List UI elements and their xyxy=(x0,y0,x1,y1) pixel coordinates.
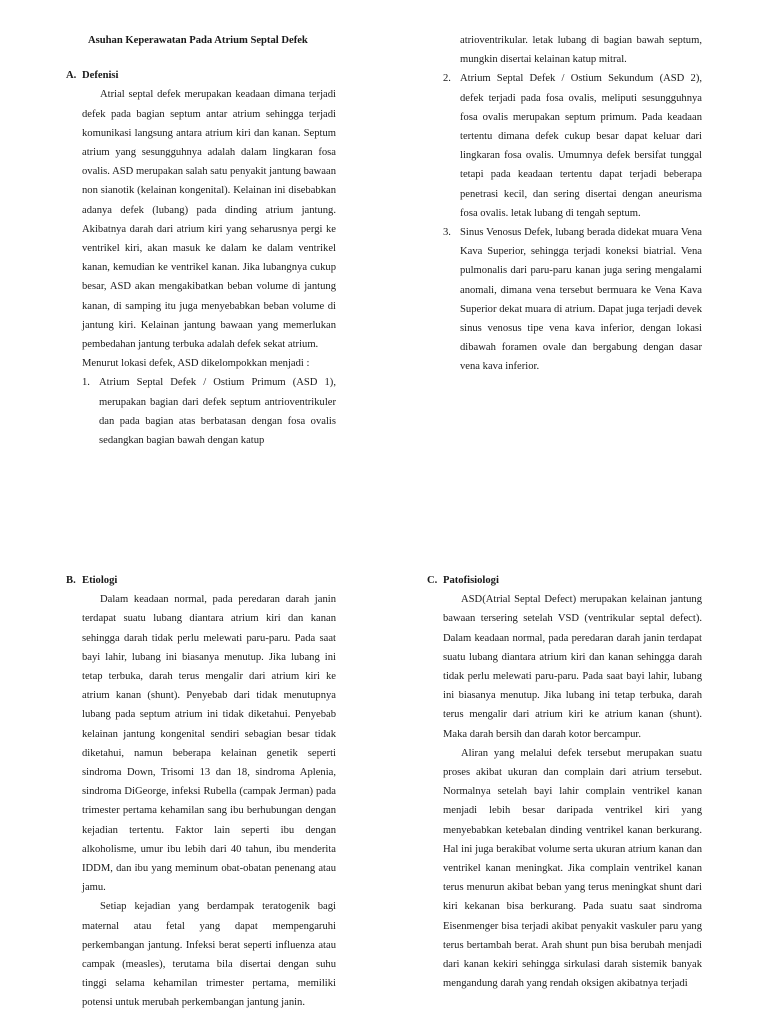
list-item-number: 2. xyxy=(443,73,451,85)
list-item xyxy=(443,223,702,377)
list-item-text: Sinus Venosus Defek, lubang berada didekat muara Vena Kava Superior, sehingga terjadi koneksi biatrial. Vena pulmonalis dari paru-paru kanan juga sering mengalami anomali, dimana vena tersebut bermuara ke Vena Kava Superior dekat muara di atrium. Dapat juga terjadi devek sinus venosus tipe vena kava inferior, dengan lokasi dibawah foramen ovale dan bergabung dengan dasar vena kava inferior. xyxy=(460,227,702,373)
section-a-paragraph: Atrial septal defek merupakan keadaan dimana terjadi defek pada bagian septum antar atrium sehingga terjadi komunikasi langsung antara atrium kiri dan kanan. Septum atrium yang sesungguhnya adalah dalam lingkaran fosa ovalis. ASD merupakan salah satu penyakit jantung bawaan non sianotik (kelainan kongenital). Kelainan ini disebabkan adanya defek (lubang) pada dinding atrium jantung. Akibatnya darah dari atrium kiri yang seharusnya pergi ke ventrikel kiri, akan masuk ke dalam ke dalam ventrikel kanan, kemudian ke ventrikel kanan. Jika lubangnya cukup besar, ASD akan mengakibatkan beban volume di jantung kanan, di samping itu juga menyebabkan beban volume di jantung kiri. Kelainan jantung bawaan yang memerlukan pembedahan jantung terbuka adalah defek sekat atrium. xyxy=(82,89,336,351)
list-item-number: 1. xyxy=(82,377,90,389)
list-item-number: 3. xyxy=(443,227,451,239)
top-right-column xyxy=(443,31,702,377)
list-item-text: Atrium Septal Defek / Ostium Sekundum (ASD 2), defek terjadi pada fosa ovalis, meliputi sesungguhnya fosa ovalis merupakan septum primum. Pada keadaan tertentu dimana defek cukup besar dapat keluar dari lingkaran fosa ovalis. Umumnya defek bersifat tunggal tetapi pada keadaan tertentu dapat terjadi beberapa penetrasi kecil, dan sering disertai dengan aneurisma fosa ovalis. letak lubang di tengah septum. xyxy=(460,73,702,219)
bottom-right-column xyxy=(427,571,702,993)
section-b-title: Etiologi xyxy=(82,575,118,586)
section-c-paragraph-1: ASD(Atrial Septal Defect) merupakan kelainan jantung bawaan tersering setelah VSD (ventrikular septal defect). Dalam keadaan normal, pada peredaran darah janin terdapat suatu lubang diantara atrium kiri dan kanan sehingga darah tidak perlu melewati paru-paru. Pada saat bayi lahir, lubang ini biasanya menutup. Jika lubang ini tetap terbuka, darah terus mengalir dari atrium kiri ke atrium kanan (shunt). Maka darah bersih dan darah kotor bercampur. xyxy=(443,594,702,740)
section-c-paragraph-2: Aliran yang melalui defek tersebut merupakan suatu proses akibat ukuran dan complain dari atrium tersebut. Normalnya setelah bayi lahir complain ventrikel kanan menjadi lebih besar daripada ventrikel kiri yang menyebabkan ketebalan dinding ventrikel kanan berkurang. Hal ini juga berakibat volume serta ukuran atrium kanan dan ventrikel kanan meningkat. Jika complain ventrikel kanan terus menurun akibat beban yang terus meningkat shunt dari kiri kekanan bisa berkurang. Pada suatu saat sindroma Eisenmenger bisa terjadi akibat penyakit vaskuler paru yang terus bertambah berat. Arah shunt pun bisa berubah menjadi dari kanan kekiri sehingga sirkulasi darah sistemik banyak mengandung darah yang rendah oksigen akibatnya terjadi xyxy=(443,747,702,990)
defect-type-list-part1 xyxy=(82,373,336,450)
top-left-column xyxy=(66,31,336,450)
list-item xyxy=(443,69,702,223)
section-c-title: Patofisiologi xyxy=(443,575,499,586)
section-b-paragraph-1: Dalam keadaan normal, pada peredaran darah janin terdapat suatu lubang diantara atrium kiri dan kanan sehingga darah tidak perlu melewati paru-paru. Pada saat bayi lahir, lubang ini biasanya menutup. Jika lubang ini tetap terbuka, darah terus mengalir dari atrium kiri ke atrium kanan (shunt). Penyebab dari tidak menutupnya lubang pada septum atrium ini tidak diketahui. Penyebab kelainan jantung kongenital sendiri sebagian besar tidak diketahui, namun beberapa kelainan genetik seperti sindroma Down, Trisomi 13 dan 18, sindroma Aplenia, sindroma DiGeorge, infeksi Rubella (campak Jerman) pada trimester pertama kehamilan sang ibu berhubungan dengan kejadian tertentu. Faktor lain seperti ibu dengan alkoholisme, umur ibu lebih dari 40 tahun, ibu menderita IDDM, dan ibu yang meminum obat-obatan penenang atau jamu. xyxy=(82,594,336,894)
document-title: Asuhan Keperawatan Pada Atrium Septal Defek xyxy=(88,35,308,46)
section-a-intro: Menurut lokasi defek, ASD dikelompokkan menjadi : xyxy=(82,358,310,370)
list-item-text-continued: atrioventrikular. letak lubang di bagian bawah septum, mungkin disertai kelainan katup mitral. xyxy=(460,35,702,66)
section-b-heading xyxy=(66,571,336,590)
bottom-left-column xyxy=(66,571,336,1013)
list-item xyxy=(82,373,336,450)
section-b-letter: B. xyxy=(66,575,76,586)
section-b-paragraph-2: Setiap kejadian yang berdampak teratogenik bagi maternal atau fetal yang dapat mempengaruhi perkembangan jantung. Infeksi berat seperti influenza atau campak (measles), terutama bila disertai dengan suhu tinggi selama kehamilan trimester pertama, memiliki potensi untuk merubah perkembangan jantung janin. xyxy=(82,901,336,1009)
section-a-title: Defenisi xyxy=(82,70,119,82)
section-a-letter: A. xyxy=(66,70,77,82)
section-c-letter: C. xyxy=(427,575,438,586)
section-c-heading xyxy=(427,571,702,590)
list-item-text: Atrium Septal Defek / Ostium Primum (ASD 1), merupakan bagian dari defek septum antrioventrikuler dan pada bagian atas berbatasan dengan fosa ovalis sedangkan bagian bawah dengan katup xyxy=(99,377,336,447)
defect-type-list-part2 xyxy=(443,31,702,377)
section-a-heading xyxy=(66,66,336,85)
list-item xyxy=(443,31,702,69)
